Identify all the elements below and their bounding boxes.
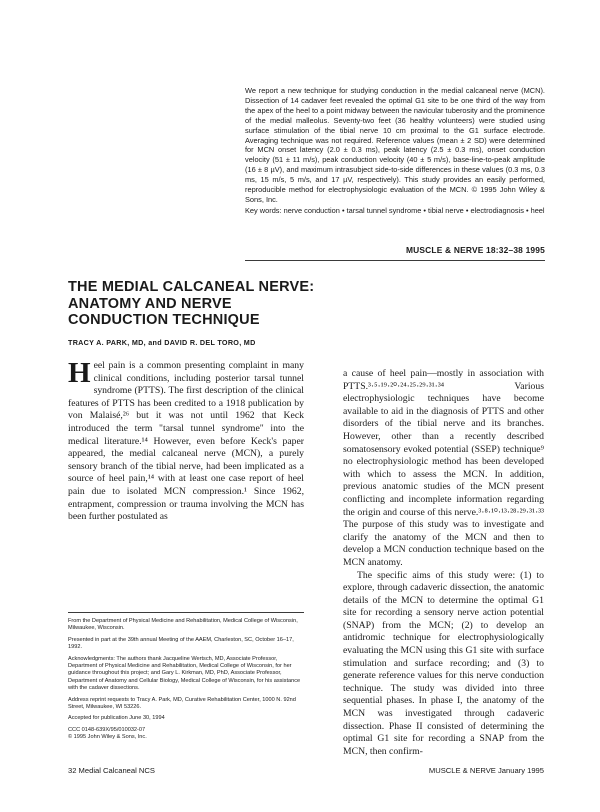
- intro-text: eel pain is a common presenting complaint in many clinical conditions, including posterior tarsal tunnel syndrome (PTTS). The first description of the clinical features of PTTS has been credited to a 1918 publication by von Malaisé,²⁶ but it was not until 1962 that Keck introduced the term "tarsal tunnel syndrome" into the medical literature.¹⁴ However, even before Keck's paper appeared, the medial calcaneal nerve (MCN), a purely sensory branch of the tibial nerve, had been implicated as a source of heel pain,¹⁴ with at least one case report of heel pain due to isolated MCN compression.¹ Since 1962, entrapment, compression or trauma involving the MCN has been further postulated as: [68, 360, 304, 523]
- body-paragraph-2: The specific aims of this study were: (1) to explore, through cadaveric dissection, the anatomic details of the MCN to determine the optimal G1 site for recording a sensory nerve action potential (SNAP) from the MCN; (2) to develop an antidromic technique for electrophysiologically evaluating the MCN using this G1 site with surface stimulation and surface recording; and (3) to generate reference values for this nerve conduction technique. The study was divided into three sequential phases. In phase I, the anatomy of the MCN was investigated through cadaveric dissection. Phase II consisted of determining the optimal G1 site for recording a SNAP from the MCN, then confirm-: [343, 569, 544, 757]
- footnote-acknowledgments: Acknowledgments: The authors thank Jacqueline Wertsch, MD, Associate Professor, Department of Physical Medicine and Rehabilitation, Medical College of Wisconsin, for her guidance throughout this project; and Gary L. Kirkman, MD, PhD, Associate Professor, Department of Anatomy and Cellular Biology, Medical College of Wisconsin, for his assistance with the cadaver dissections.: [68, 655, 301, 692]
- footnote-rule: [68, 612, 304, 613]
- abstract: [245, 86, 545, 216]
- journal-citation: MUSCLE & NERVE 18:32–38 1995: [405, 245, 545, 255]
- abstract-text: We report a new technique for studying conduction in the medial calcaneal nerve (MCN). Dissection of 14 cadaver feet revealed the optimal G1 site to be one third of the way from the apex of the heel to a point midway between the navicular tuberosity and the prominence of the medial malleolus. Seventy-two feet (36 healthy volunteers) were studied using surface stimulation of the tibial nerve 10 cm proximal to the G1 surface electrode. Averaging technique was not required. Reference values (mean ± 2 SD) were determined for MCN onset latency (2.0 ± 0.3 ms), peak latency (2.5 ± 0.3 ms), onset conduction velocity (51 ± 11 m/s), peak conduction velocity (40 ± 5 m/s), base-line-to-peak amplitude (16 ± 8 µV), and maximum intrasubject side-to-side differences in these values (0.3 ms, 0.3 ms, 15 m/s, 5 m/s, and 17 µV, respectively). This study provides an easily performed, reproducible method for electrophysiologic evaluation of the MCN. © 1995 John Wiley & Sons, Inc.: [245, 86, 545, 204]
- article-title: [68, 279, 468, 329]
- intro-paragraph: [68, 357, 304, 524]
- footnote-presented: Presented in part at the 39th annual Meeting of the AAEM, Charleston, SC, October 16–17, 1992.: [68, 636, 294, 651]
- footnote-copyright: CCC 0148-639X/95/010032-07 © 1995 John Wiley & Sons, Inc.: [68, 726, 147, 741]
- body-column-right: [343, 368, 544, 758]
- header-rule: [245, 260, 545, 261]
- drop-cap: H: [68, 357, 91, 389]
- footer-page-label: 32 Medial Calcaneal NCS: [68, 766, 155, 775]
- footnote-reprints: Address reprint requests to Tracy A. Park, MD, Curative Rehabilitation Center, 1000 N. 92nd Street, Milwaukee, WI 53226.: [68, 696, 296, 711]
- footnote-accepted: Accepted for publication June 30, 1994: [68, 715, 165, 722]
- title-line-2: ANATOMY AND NERVE: [68, 295, 232, 312]
- footnotes: [68, 618, 304, 746]
- title-line-1: THE MEDIAL CALCANEAL NERVE:: [68, 279, 315, 295]
- authors: TRACY A. PARK, MD, and DAVID R. DEL TORO, MD: [68, 338, 256, 347]
- footer-journal-date: MUSCLE & NERVE January 1995: [428, 766, 544, 775]
- footnote-affiliation: From the Department of Physical Medicine and Rehabilitation, Medical College of Wisconsin, Milwaukee, Wisconsin.: [68, 618, 298, 632]
- title-line-3: CONDUCTION TECHNIQUE: [68, 312, 260, 328]
- keywords: Key words: nerve conduction • tarsal tunnel syndrome • tibial nerve • electrodiagnosis • heel: [245, 205, 545, 215]
- body-column-left: [68, 357, 304, 524]
- body-paragraph-1: a cause of heel pain—mostly in association with PTTS.³·⁵·¹⁹·²⁰·²⁴·²⁵·²⁹·³¹·³⁴ Various electrophysiologic techniques have become available to aid in the diagnosis of PTTS and other disorders of the tibial nerve and its branches. However, other than a recently described somatosensory evoked potential (SSEP) technique⁹ no electrophysiologic method has been developed with which to assess the MCN. In addition, previous anatomic studies of the MCN present conflicting and incomplete information regarding the origin and course of this nerve.³·⁸·¹⁰·¹³·²⁸·²⁹·³¹·³³ The purpose of this study was to investigate and clarify the anatomy of the MCN and then to develop a MCN conduction technique based on the MCN anatomy.: [343, 368, 544, 568]
